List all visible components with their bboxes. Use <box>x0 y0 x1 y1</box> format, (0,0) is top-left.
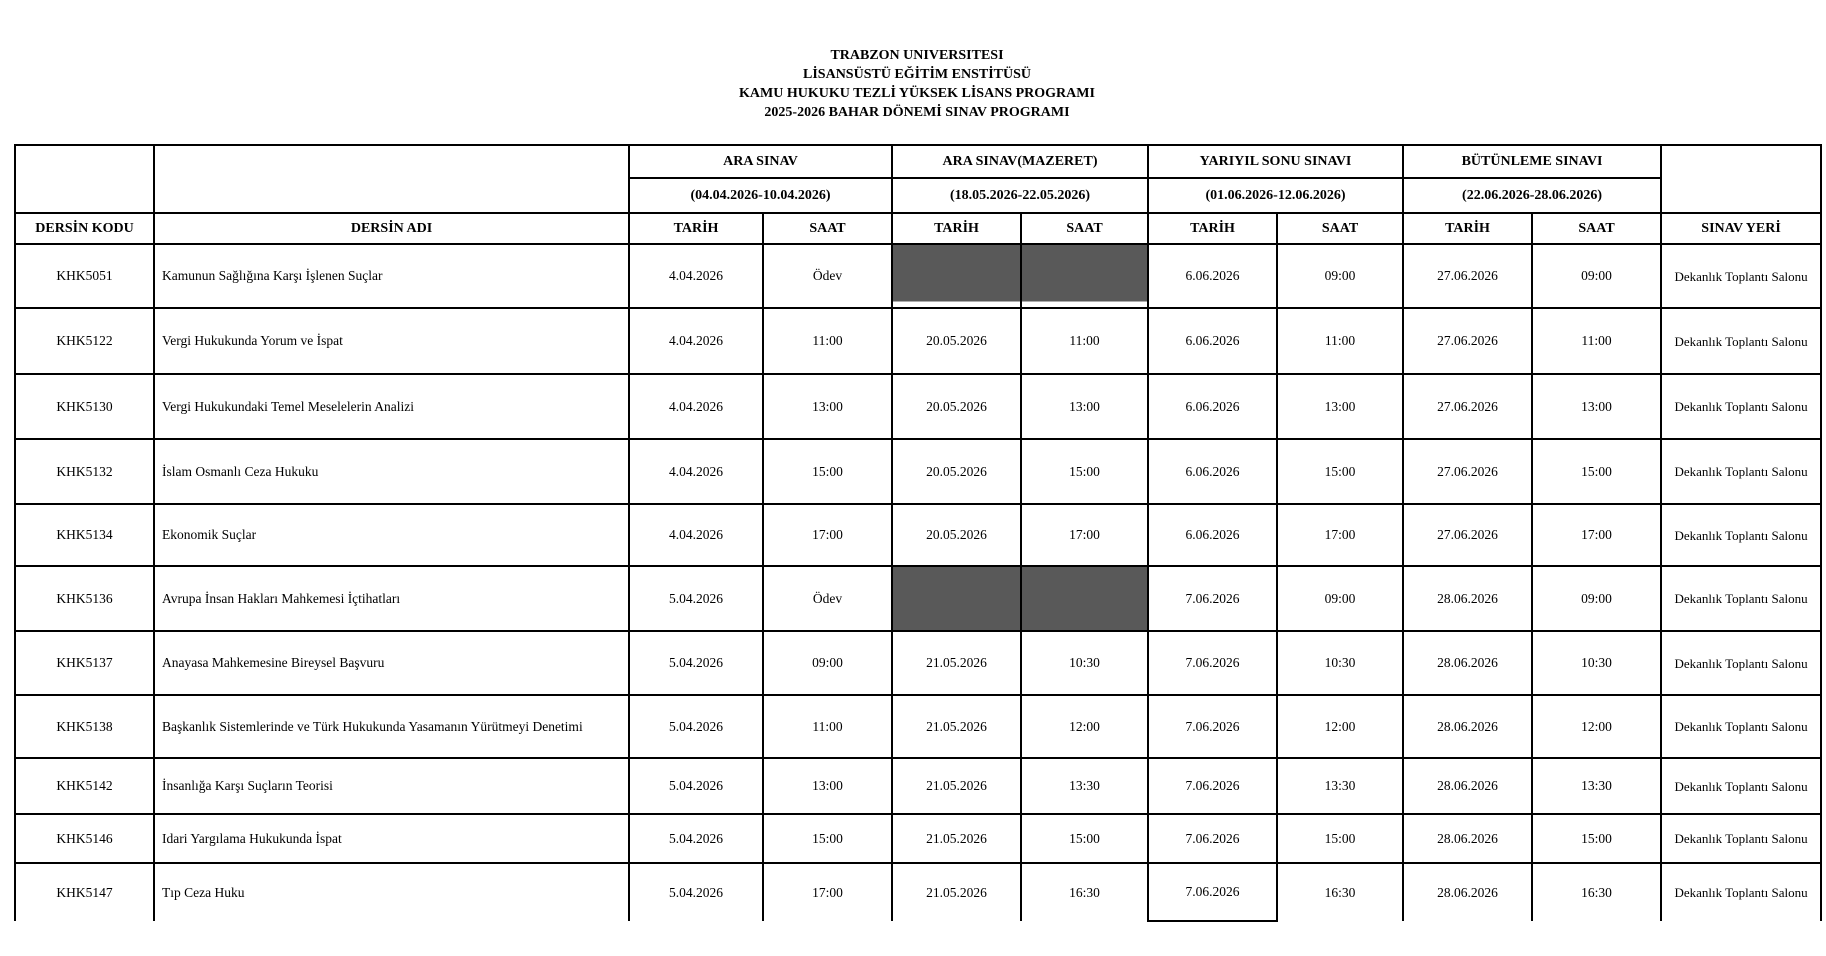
yariyil-sonu-tarih-cell: 7.06.2026 <box>1148 758 1277 814</box>
course-code-cell: KHK5132 <box>15 439 154 504</box>
mazeret-tarih-cell: 20.05.2026 <box>892 439 1021 504</box>
ara-sinav-tarih-cell: 5.04.2026 <box>629 814 763 863</box>
mazeret-saat-cell: 11:00 <box>1021 308 1148 374</box>
column-header-name: DERSİN ADI <box>154 213 629 244</box>
course-row <box>15 439 1821 504</box>
course-code-cell: KHK5134 <box>15 504 154 566</box>
exam-place-cell: Dekanlık Toplantı Salonu <box>1661 695 1821 758</box>
mazeret-tarih-cell: 21.05.2026 <box>892 863 1021 921</box>
course-name-cell: Avrupa İnsan Hakları Mahkemesi İçtihatları <box>154 566 629 631</box>
ara-sinav-tarih-cell: 5.04.2026 <box>629 758 763 814</box>
course-name-cell: Ekonomik Suçlar <box>154 504 629 566</box>
course-row <box>15 863 1821 921</box>
butunleme-tarih-cell: 27.06.2026 <box>1403 439 1532 504</box>
ara-sinav-tarih-cell: 5.04.2026 <box>629 631 763 695</box>
yariyil-sonu-saat-cell: 13:00 <box>1277 374 1403 439</box>
course-row <box>15 374 1821 439</box>
exam-place-cell: Dekanlık Toplantı Salonu <box>1661 504 1821 566</box>
butunleme-saat-cell: 16:30 <box>1532 863 1661 921</box>
ara-sinav-saat-cell: 15:00 <box>763 439 892 504</box>
ara-sinav-saat-cell: 13:00 <box>763 374 892 439</box>
butunleme-saat-cell: 09:00 <box>1532 244 1661 308</box>
butunleme-saat-cell: 15:00 <box>1532 814 1661 863</box>
title-line-institute: LİSANSÜSTÜ EĞİTİM ENSTİTÜSÜ <box>803 67 1031 82</box>
column-header-tarih: TARİH <box>629 213 763 244</box>
course-code-cell: KHK5051 <box>15 244 154 308</box>
ara-sinav-tarih-cell: 5.04.2026 <box>629 695 763 758</box>
yariyil-sonu-saat-cell: 13:30 <box>1277 758 1403 814</box>
mazeret-saat-cell: 16:30 <box>1021 863 1148 921</box>
title-line-program: KAMU HUKUKU TEZLİ YÜKSEK LİSANS PROGRAMI <box>739 86 1095 101</box>
mazeret-tarih-cell: 20.05.2026 <box>892 308 1021 374</box>
yariyil-sonu-saat-cell: 09:00 <box>1277 244 1403 308</box>
column-header-code: DERSİN KODU <box>15 213 154 244</box>
butunleme-tarih-cell: 27.06.2026 <box>1403 308 1532 374</box>
exam-group-yariyil: YARIYIL SONU SINAVI <box>1148 145 1403 178</box>
exam-place-cell: Dekanlık Toplantı Salonu <box>1661 308 1821 374</box>
yariyil-sonu-saat-cell: 16:30 <box>1277 863 1403 921</box>
butunleme-saat-cell: 13:30 <box>1532 758 1661 814</box>
course-name-cell: Tıp Ceza Huku <box>154 863 629 921</box>
course-row <box>15 308 1821 374</box>
daterange-butunleme: (22.06.2026-28.06.2026) <box>1403 178 1661 213</box>
mazeret-saat-cell: 15:00 <box>1021 814 1148 863</box>
mazeret-saat-cell: 13:30 <box>1021 758 1148 814</box>
exam-place-cell: Dekanlık Toplantı Salonu <box>1661 758 1821 814</box>
column-header-row <box>15 213 1821 244</box>
course-row <box>15 695 1821 758</box>
yariyil-sonu-saat-cell: 17:00 <box>1277 504 1403 566</box>
mazeret-saat-cell: 13:00 <box>1021 374 1148 439</box>
exam-place-cell: Dekanlık Toplantı Salonu <box>1661 566 1821 631</box>
ara-sinav-tarih-cell: 4.04.2026 <box>629 308 763 374</box>
exam-place-cell: Dekanlık Toplantı Salonu <box>1661 863 1821 921</box>
ara-sinav-tarih-cell: 5.04.2026 <box>629 566 763 631</box>
ara-sinav-tarih-cell: 4.04.2026 <box>629 504 763 566</box>
blackout-cell <box>892 244 1021 308</box>
ara-sinav-saat-cell: Ödev <box>763 566 892 631</box>
course-name-cell: Idari Yargılama Hukukunda İspat <box>154 814 629 863</box>
exam-schedule-table <box>14 144 1822 922</box>
butunleme-tarih-cell: 28.06.2026 <box>1403 863 1532 921</box>
mazeret-tarih-cell: 20.05.2026 <box>892 504 1021 566</box>
document-title <box>14 46 1820 122</box>
mazeret-tarih-cell: 21.05.2026 <box>892 631 1021 695</box>
butunleme-saat-cell: 13:00 <box>1532 374 1661 439</box>
course-name-cell: İnsanlığa Karşı Suçların Teorisi <box>154 758 629 814</box>
ara-sinav-saat-cell: 17:00 <box>763 504 892 566</box>
column-header-saat: SAAT <box>763 213 892 244</box>
yariyil-sonu-saat-cell: 15:00 <box>1277 439 1403 504</box>
butunleme-saat-cell: 10:30 <box>1532 631 1661 695</box>
mazeret-tarih-cell: 20.05.2026 <box>892 374 1021 439</box>
exam-place-cell: Dekanlık Toplantı Salonu <box>1661 374 1821 439</box>
yariyil-sonu-saat-cell: 10:30 <box>1277 631 1403 695</box>
exam-group-mazeret: ARA SINAV(MAZERET) <box>892 145 1148 178</box>
mazeret-tarih-cell: 21.05.2026 <box>892 814 1021 863</box>
ara-sinav-saat-cell: 09:00 <box>763 631 892 695</box>
blackout-cell <box>1021 244 1148 308</box>
mazeret-tarih-cell: 21.05.2026 <box>892 695 1021 758</box>
butunleme-tarih-cell: 28.06.2026 <box>1403 695 1532 758</box>
course-code-cell: KHK5136 <box>15 566 154 631</box>
butunleme-saat-cell: 15:00 <box>1532 439 1661 504</box>
course-name-cell: Anayasa Mahkemesine Bireysel Başvuru <box>154 631 629 695</box>
ara-sinav-tarih-cell: 4.04.2026 <box>629 374 763 439</box>
column-header-place: SINAV YERİ <box>1661 213 1821 244</box>
exam-place-cell: Dekanlık Toplantı Salonu <box>1661 631 1821 695</box>
exam-place-cell: Dekanlık Toplantı Salonu <box>1661 439 1821 504</box>
header-spacer-code <box>15 145 154 213</box>
yariyil-sonu-saat-cell: 15:00 <box>1277 814 1403 863</box>
column-header-saat: SAAT <box>1021 213 1148 244</box>
column-header-saat: SAAT <box>1532 213 1661 244</box>
header-spacer-name <box>154 145 629 213</box>
exam-place-cell: Dekanlık Toplantı Salonu <box>1661 244 1821 308</box>
ara-sinav-saat-cell: Ödev <box>763 244 892 308</box>
ara-sinav-tarih-cell: 4.04.2026 <box>629 244 763 308</box>
yariyil-sonu-tarih-cell: 7.06.2026 <box>1148 566 1277 631</box>
yariyil-sonu-tarih-cell: 7.06.2026 <box>1148 814 1277 863</box>
course-row <box>15 566 1821 631</box>
butunleme-tarih-cell: 27.06.2026 <box>1403 244 1532 308</box>
yariyil-sonu-tarih-cell: 6.06.2026 <box>1148 244 1277 308</box>
yariyil-sonu-tarih-cell: 7.06.2026 <box>1148 631 1277 695</box>
ara-sinav-saat-cell: 15:00 <box>763 814 892 863</box>
mazeret-saat-cell: 15:00 <box>1021 439 1148 504</box>
title-line-university: TRABZON UNIVERSITESI <box>830 48 1004 63</box>
ara-sinav-saat-cell: 11:00 <box>763 308 892 374</box>
butunleme-tarih-cell: 28.06.2026 <box>1403 631 1532 695</box>
yariyil-sonu-tarih-cell: 7.06.2026 <box>1148 863 1277 921</box>
header-spacer-place <box>1661 145 1821 213</box>
column-header-tarih: TARİH <box>1148 213 1277 244</box>
yariyil-sonu-saat-cell: 09:00 <box>1277 566 1403 631</box>
course-name-cell: Vergi Hukukundaki Temel Meselelerin Analizi <box>154 374 629 439</box>
mazeret-saat-cell: 10:30 <box>1021 631 1148 695</box>
course-row <box>15 758 1821 814</box>
yariyil-sonu-tarih-cell: 6.06.2026 <box>1148 308 1277 374</box>
mazeret-saat-cell: 12:00 <box>1021 695 1148 758</box>
butunleme-tarih-cell: 27.06.2026 <box>1403 504 1532 566</box>
course-name-cell: İslam Osmanlı Ceza Hukuku <box>154 439 629 504</box>
course-code-cell: KHK5147 <box>15 863 154 921</box>
ara-sinav-saat-cell: 11:00 <box>763 695 892 758</box>
course-code-cell: KHK5138 <box>15 695 154 758</box>
column-header-tarih: TARİH <box>892 213 1021 244</box>
exam-group-ara-sinav: ARA SINAV <box>629 145 892 178</box>
mazeret-tarih-cell: 21.05.2026 <box>892 758 1021 814</box>
course-row <box>15 631 1821 695</box>
course-code-cell: KHK5137 <box>15 631 154 695</box>
ara-sinav-tarih-cell: 4.04.2026 <box>629 439 763 504</box>
yariyil-sonu-saat-cell: 12:00 <box>1277 695 1403 758</box>
butunleme-saat-cell: 09:00 <box>1532 566 1661 631</box>
butunleme-saat-cell: 11:00 <box>1532 308 1661 374</box>
daterange-ara-sinav: (04.04.2026-10.04.2026) <box>629 178 892 213</box>
course-name-cell: Başkanlık Sistemlerinde ve Türk Hukukunda Yasamanın Yürütmeyi Denetimi <box>154 695 629 758</box>
column-header-saat: SAAT <box>1277 213 1403 244</box>
course-code-cell: KHK5130 <box>15 374 154 439</box>
butunleme-tarih-cell: 28.06.2026 <box>1403 814 1532 863</box>
butunleme-saat-cell: 12:00 <box>1532 695 1661 758</box>
mazeret-saat-cell: 17:00 <box>1021 504 1148 566</box>
course-row <box>15 504 1821 566</box>
title-line-semester: 2025-2026 BAHAR DÖNEMİ SINAV PROGRAMI <box>764 105 1070 120</box>
ara-sinav-saat-cell: 13:00 <box>763 758 892 814</box>
course-row <box>15 814 1821 863</box>
ara-sinav-tarih-cell: 5.04.2026 <box>629 863 763 921</box>
blackout-cell <box>892 566 1021 631</box>
yariyil-sonu-tarih-cell: 6.06.2026 <box>1148 439 1277 504</box>
yariyil-sonu-tarih-cell: 7.06.2026 <box>1148 695 1277 758</box>
butunleme-saat-cell: 17:00 <box>1532 504 1661 566</box>
course-code-cell: KHK5122 <box>15 308 154 374</box>
course-name-cell: Kamunun Sağlığına Karşı İşlenen Suçlar <box>154 244 629 308</box>
daterange-mazeret: (18.05.2026-22.05.2026) <box>892 178 1148 213</box>
yariyil-sonu-tarih-cell: 6.06.2026 <box>1148 374 1277 439</box>
course-row <box>15 244 1821 308</box>
yariyil-sonu-tarih-cell: 6.06.2026 <box>1148 504 1277 566</box>
butunleme-tarih-cell: 28.06.2026 <box>1403 566 1532 631</box>
column-header-tarih: TARİH <box>1403 213 1532 244</box>
blackout-cell <box>1021 566 1148 631</box>
butunleme-tarih-cell: 27.06.2026 <box>1403 374 1532 439</box>
course-code-cell: KHK5146 <box>15 814 154 863</box>
ara-sinav-saat-cell: 17:00 <box>763 863 892 921</box>
yariyil-sonu-saat-cell: 11:00 <box>1277 308 1403 374</box>
course-name-cell: Vergi Hukukunda Yorum ve İspat <box>154 308 629 374</box>
exam-group-header-row <box>15 145 1821 178</box>
exam-group-butunleme: BÜTÜNLEME SINAVI <box>1403 145 1661 178</box>
daterange-yariyil: (01.06.2026-12.06.2026) <box>1148 178 1403 213</box>
course-code-cell: KHK5142 <box>15 758 154 814</box>
exam-place-cell: Dekanlık Toplantı Salonu <box>1661 814 1821 863</box>
butunleme-tarih-cell: 28.06.2026 <box>1403 758 1532 814</box>
